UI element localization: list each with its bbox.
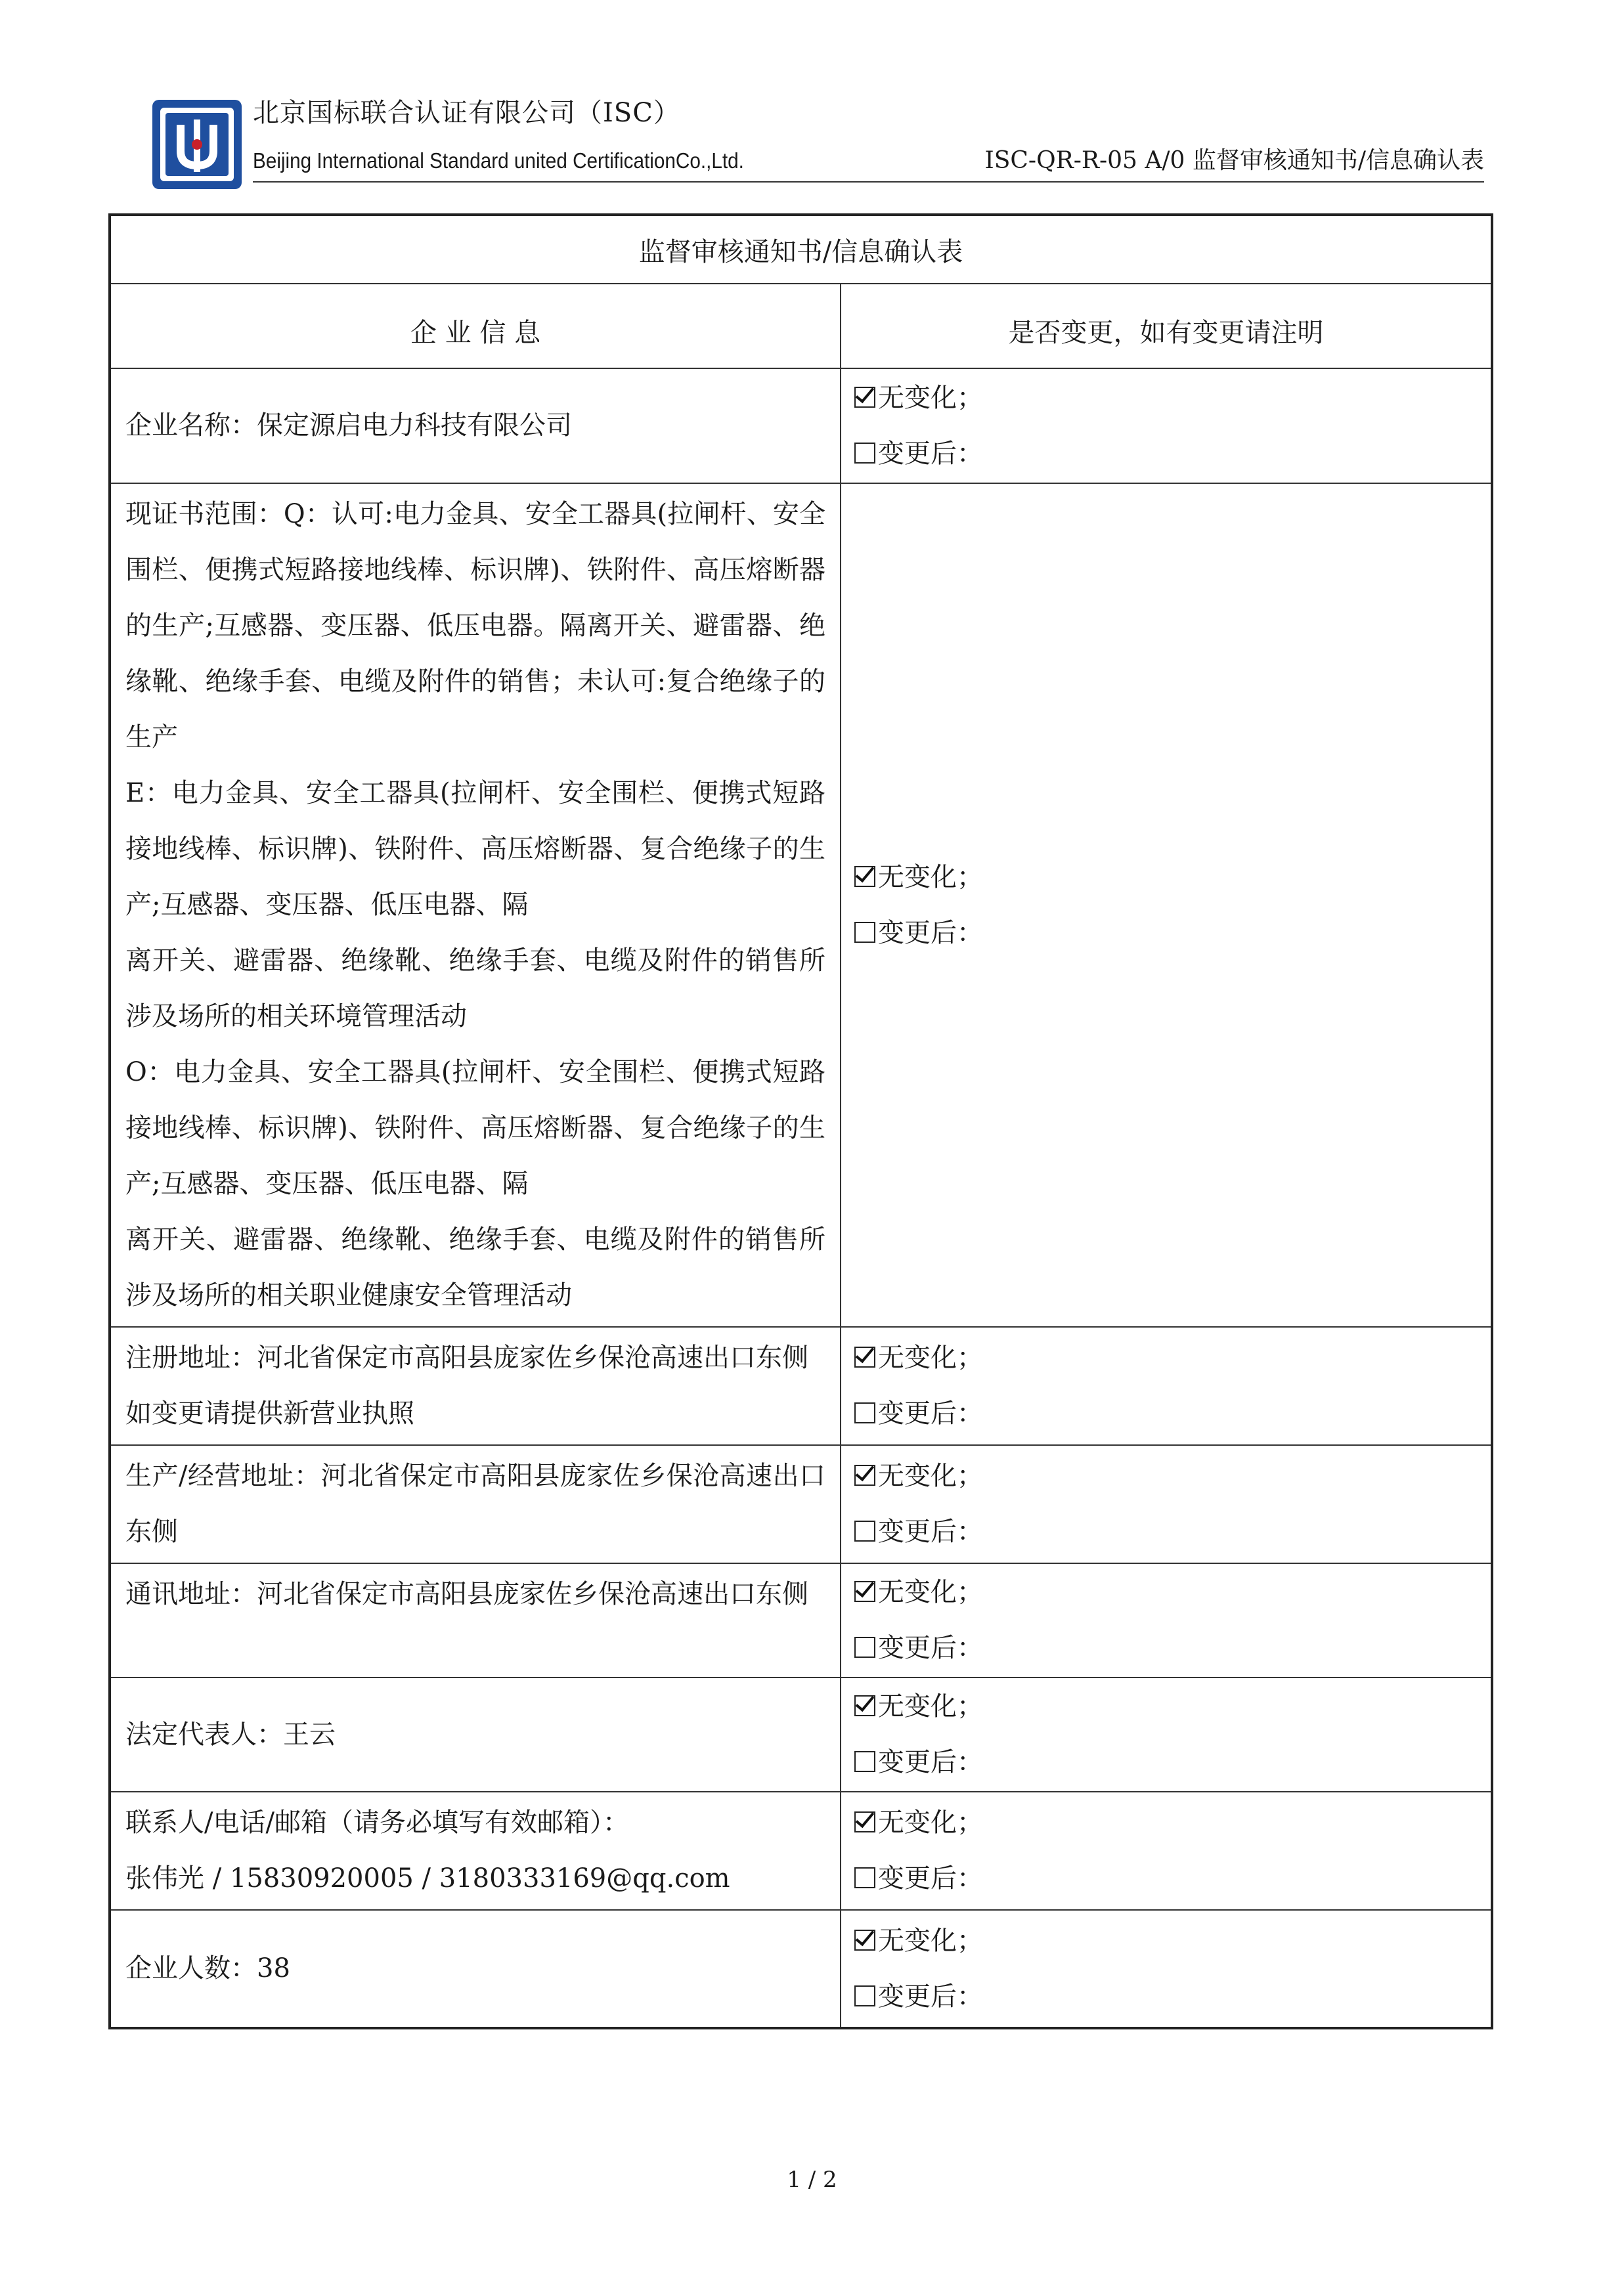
unchanged-label: 无变化； xyxy=(878,382,983,413)
unchanged-label: 无变化； xyxy=(878,1577,983,1607)
unchanged-option[interactable] xyxy=(854,1448,1490,1504)
table-row xyxy=(110,1792,1492,1910)
unchanged-option[interactable] xyxy=(854,1913,1490,1969)
company-name-cn: 北京国标联合认证有限公司（ISC） xyxy=(253,98,680,128)
header-divider xyxy=(253,181,1484,183)
unchanged-option[interactable] xyxy=(854,1679,1490,1735)
change-cell xyxy=(841,1910,1492,2028)
checked-checkbox-icon[interactable] xyxy=(854,1347,875,1368)
table-row xyxy=(110,483,1492,1327)
info-cell xyxy=(110,1563,841,1678)
info-text: 离开关、避雷器、绝缘靴、绝缘手套、电缆及附件的销售所涉及场所的相关环境管理活动 xyxy=(125,945,825,1031)
info-text: 张伟光 / 15830920005 / 3180333169@qq.com xyxy=(125,1863,730,1894)
info-text: 如变更请提供新营业执照 xyxy=(125,1398,414,1429)
change-cell xyxy=(841,1678,1492,1792)
unchanged-label: 无变化； xyxy=(878,1461,983,1491)
table-row xyxy=(110,1563,1492,1678)
unchanged-label: 无变化； xyxy=(878,1343,983,1373)
column-header-change: 是否变更，如有变更请注明 xyxy=(841,284,1492,368)
form-title-row xyxy=(110,215,1492,284)
checked-checkbox-icon[interactable] xyxy=(854,1930,875,1951)
unchanged-label: 无变化； xyxy=(878,861,983,892)
company-name-en: Beijing International Standard united CertificationCo.,Ltd. xyxy=(253,148,744,173)
form-title: 监督审核通知书/信息确认表 xyxy=(110,215,1492,284)
info-cell xyxy=(110,1445,841,1563)
form-code: ISC-QR-R-05 A/0 监督审核通知书/信息确认表 xyxy=(984,147,1484,174)
column-header-row xyxy=(110,284,1492,368)
unchanged-label: 无变化； xyxy=(878,1925,983,1956)
info-text: 企业人数：38 xyxy=(125,1953,290,1983)
changed-label: 变更后： xyxy=(878,1398,983,1429)
changed-label: 变更后： xyxy=(878,1747,983,1777)
info-text: 通讯地址：河北省保定市高阳县庞家佐乡保沧高速出口东侧 xyxy=(125,1579,808,1609)
unchanged-option[interactable] xyxy=(854,1565,1490,1620)
info-text: 企业名称：保定源启电力科技有限公司 xyxy=(125,410,572,441)
empty-checkbox-icon[interactable] xyxy=(854,1867,875,1888)
empty-checkbox-icon[interactable] xyxy=(854,1402,875,1423)
checked-checkbox-icon[interactable] xyxy=(854,387,875,408)
change-cell xyxy=(841,368,1492,483)
page-number: 1 / 2 xyxy=(787,2167,837,2193)
empty-checkbox-icon[interactable] xyxy=(854,1637,875,1658)
change-cell xyxy=(841,1445,1492,1563)
isc-logo xyxy=(151,98,243,190)
changed-label: 变更后： xyxy=(878,438,983,469)
empty-checkbox-icon[interactable] xyxy=(854,1751,875,1772)
table-row xyxy=(110,1678,1492,1792)
unchanged-option[interactable] xyxy=(854,850,1490,905)
change-cell xyxy=(841,1792,1492,1910)
info-text: 生产/经营地址：河北省保定市高阳县庞家佐乡保沧高速出口东侧 xyxy=(125,1461,825,1547)
checked-checkbox-icon[interactable] xyxy=(854,1811,875,1832)
table-row xyxy=(110,1910,1492,2028)
empty-checkbox-icon[interactable] xyxy=(854,1985,875,2006)
changed-option[interactable] xyxy=(854,1735,1490,1790)
unchanged-label: 无变化； xyxy=(878,1691,983,1722)
unchanged-option[interactable] xyxy=(854,1795,1490,1851)
table-row xyxy=(110,1445,1492,1563)
unchanged-option[interactable] xyxy=(854,370,1490,426)
info-text: 联系人/电话/邮箱（请务必填写有效邮箱）： xyxy=(125,1808,629,1838)
changed-option[interactable] xyxy=(854,1620,1490,1676)
empty-checkbox-icon[interactable] xyxy=(854,1521,875,1542)
info-text: O：电力金具、安全工器具(拉闸杆、安全围栏、便携式短路接地线棒、标识牌)、铁附件、高压熔断器、复合绝缘子的生产;互感器、变压器、低压电器、隔 xyxy=(125,1057,825,1199)
info-text: 现证书范围：Q：认可:电力金具、安全工器具(拉闸杆、安全围栏、便携式短路接地线棒、标识牌)、铁附件、高压熔断器的生产;互感器、变压器、低压电器。隔离开关、避雷器、绝缘靴、绝缘手套、电缆及附件的销售；未认可:复合绝缘子的生产 xyxy=(125,499,825,752)
changed-option[interactable] xyxy=(854,1504,1490,1560)
info-cell xyxy=(110,1910,841,2028)
changed-option[interactable] xyxy=(854,1851,1490,1907)
changed-option[interactable] xyxy=(854,1386,1490,1442)
checked-checkbox-icon[interactable] xyxy=(854,866,875,887)
changed-option[interactable] xyxy=(854,426,1490,482)
info-text: 离开关、避雷器、绝缘靴、绝缘手套、电缆及附件的销售所涉及场所的相关职业健康安全管理活动 xyxy=(125,1224,825,1310)
empty-checkbox-icon[interactable] xyxy=(854,443,875,464)
page-header xyxy=(151,92,1484,184)
info-text: 法定代表人：王云 xyxy=(125,1719,336,1750)
checked-checkbox-icon[interactable] xyxy=(854,1695,875,1716)
empty-checkbox-icon[interactable] xyxy=(854,922,875,943)
info-cell xyxy=(110,1792,841,1910)
change-cell xyxy=(841,1327,1492,1445)
table-row xyxy=(110,368,1492,483)
confirmation-form-table xyxy=(108,213,1493,2029)
changed-option[interactable] xyxy=(854,1969,1490,2025)
info-text: 注册地址：河北省保定市高阳县庞家佐乡保沧高速出口东侧 xyxy=(125,1343,808,1373)
info-text: E：电力金具、安全工器具(拉闸杆、安全围栏、便携式短路接地线棒、标识牌)、铁附件、高压熔断器、复合绝缘子的生产;互感器、变压器、低压电器、隔 xyxy=(125,778,825,920)
changed-label: 变更后： xyxy=(878,917,983,948)
info-cell xyxy=(110,1327,841,1445)
changed-label: 变更后： xyxy=(878,1633,983,1663)
column-header-info: 企 业 信 息 xyxy=(110,284,841,368)
changed-option[interactable] xyxy=(854,905,1490,961)
checked-checkbox-icon[interactable] xyxy=(854,1465,875,1486)
unchanged-label: 无变化； xyxy=(878,1808,983,1838)
changed-label: 变更后： xyxy=(878,1517,983,1547)
info-cell xyxy=(110,483,841,1327)
info-cell xyxy=(110,1678,841,1792)
checked-checkbox-icon[interactable] xyxy=(854,1581,875,1602)
info-cell xyxy=(110,368,841,483)
changed-label: 变更后： xyxy=(878,1981,983,2012)
table-row xyxy=(110,1327,1492,1445)
change-cell xyxy=(841,1563,1492,1678)
unchanged-option[interactable] xyxy=(854,1330,1490,1386)
changed-label: 变更后： xyxy=(878,1863,983,1894)
change-cell xyxy=(841,483,1492,1327)
